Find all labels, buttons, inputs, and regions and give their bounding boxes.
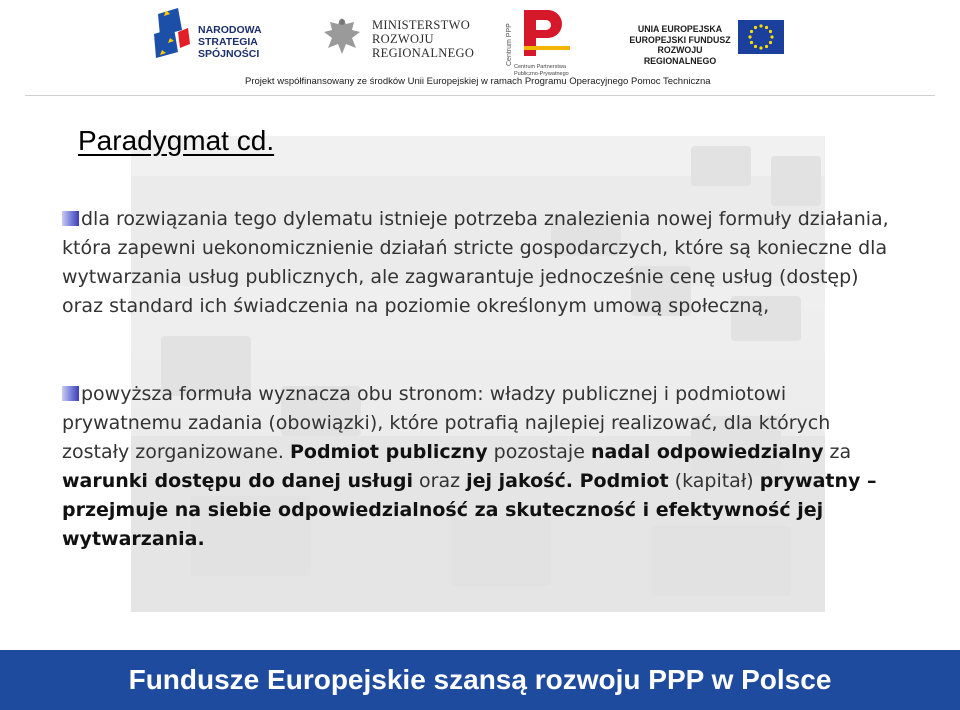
ue-line-1: UNIA EUROPEJSKA [637, 24, 723, 34]
ue-line-2: EUROPEJSKI FUNDUSZ [629, 34, 731, 45]
paragraph-2-bold-5: . Podmiot [565, 470, 669, 492]
nss-line-1: NARODOWA [198, 24, 262, 36]
mrr-line-3: REGIONALNEGO [372, 46, 475, 60]
paragraph-2-text-5: (kapitał) [668, 470, 760, 492]
cppp-side-label: Centrum PPP [506, 23, 513, 66]
mrr-line-2: ROZWOJU [372, 32, 434, 46]
paragraph-2-bold-2: nadal odpowiedzialny [590, 441, 824, 463]
cppp-line-1: Centrum Partnerstwa [514, 64, 566, 70]
cppp-p-mark-icon [516, 6, 572, 60]
paragraph-2-text-1: powyższa formuła wyznacza obu stronom: władzy publicznej i podmiotowi prywatnemu zadania (obowiązki), które potrafią najlepiej realizować, dla których zostały zorganizowane. [62, 383, 831, 463]
header-divider [25, 95, 935, 96]
slide-title: Paradygmat cd. [78, 125, 275, 156]
eu-flag-icon [738, 20, 784, 54]
paragraph-2-bold-4: jej jakość [466, 470, 566, 492]
footer-banner [0, 650, 960, 710]
paragraph-2-bold-3: warunki dostępu do danej usługi [62, 470, 413, 492]
mrr-line-1: MINISTERSTWO [372, 18, 471, 32]
logo-unia-europejska [628, 6, 778, 66]
ue-line-3: ROZWOJU REGIONALNEGO [643, 45, 717, 66]
paragraph-2-text-2: pozostaje [487, 441, 591, 463]
paragraph-2-text-4: oraz [413, 470, 467, 492]
nss-flag-icon [152, 8, 192, 64]
paragraph-2-bold-6: prywatny – przejmuje na siebie odpowiedzialność za skuteczność i efektywność jej wytwarzania. [62, 470, 877, 550]
cofinancing-tagline: Projekt współfinansowany ze środków Unii Europejskiej w ramach Programu Operacyjnego Pomoc Techniczna [245, 76, 711, 87]
logo-ministerstwo-rozwoju-regionalnego [322, 6, 482, 66]
cppp-line-2: Publiczno-Prywatnego [514, 70, 569, 77]
paragraph-1-text: dla rozwiązania tego dylematu istnieje potrzeba znalezienia nowej formuły działania, która zapewni uekonomicznienie działań stricte gospodarczych, które są konieczne dla wytwarzania usług publicznych, ale zagwarantuje jednocześnie cenę usług (dostęp) oraz standard ich świadczenia na poziomie określonym umową społeczną, [62, 208, 889, 317]
footer-text: Fundusze Europejskie szansą rozwoju PPP w Polsce [128, 664, 832, 695]
logo-narodowa-strategia-spojnosci [152, 6, 302, 66]
paragraph-2-bold-1: Podmiot publiczny [289, 441, 488, 463]
paragraph-2-text-3: za [823, 441, 852, 463]
eagle-emblem-icon [322, 14, 362, 58]
bullet-icon [62, 211, 79, 226]
nss-line-2: STRATEGIA SPÓJNOŚCI [198, 36, 260, 60]
header [0, 0, 960, 100]
bullet-icon [62, 386, 79, 401]
paragraph-2 [62, 380, 892, 554]
paragraph-1 [62, 205, 892, 321]
